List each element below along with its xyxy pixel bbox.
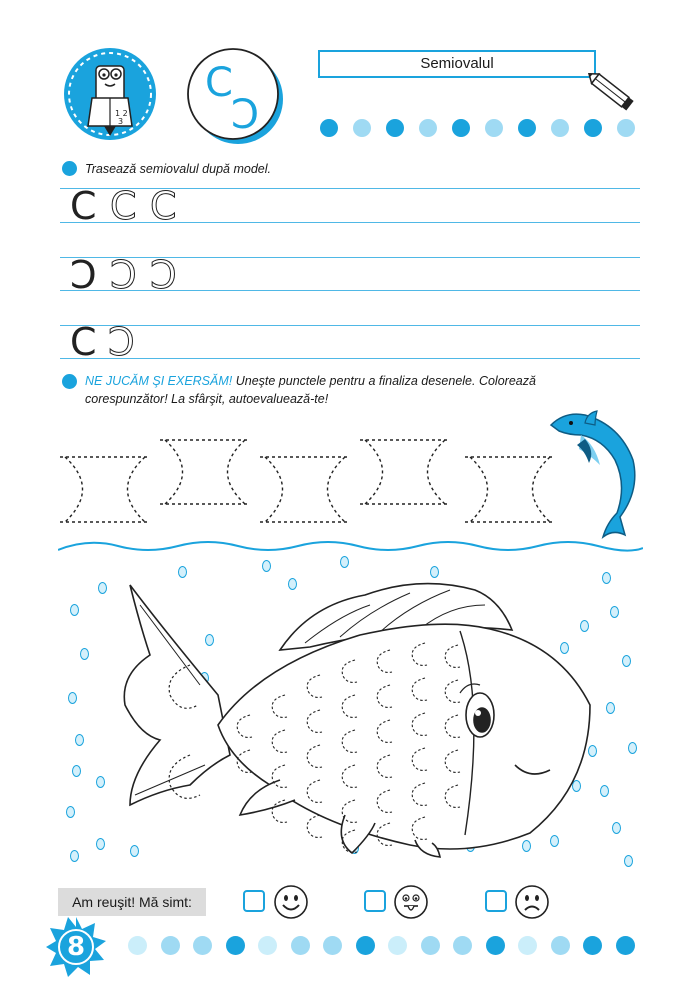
- guide-line: [60, 222, 640, 223]
- exercise-2-heading: NE JUCĂM ŞI EXERSĂM!: [85, 374, 233, 388]
- tracing-glyph: Ɔ: [70, 253, 97, 297]
- header-dot: [419, 119, 437, 137]
- self-evaluation-label: Am reuşit! Mă simt:: [58, 888, 206, 916]
- bubble: [66, 806, 75, 818]
- guide-line: [60, 257, 640, 258]
- tracing-glyph: C: [70, 320, 97, 364]
- guide-line: [60, 188, 640, 189]
- tracing-glyph: Ɔ: [110, 253, 137, 297]
- header-dot: [584, 119, 602, 137]
- header-dot: [386, 119, 404, 137]
- header-dot: [518, 119, 536, 137]
- fish-illustration: [120, 565, 640, 865]
- bubble: [75, 734, 84, 746]
- guide-line: [60, 290, 640, 291]
- header-dot: [485, 119, 503, 137]
- header-dot: [353, 119, 371, 137]
- header-dot: [320, 119, 338, 137]
- footer-dot: [128, 936, 147, 955]
- footer-dot: [388, 936, 407, 955]
- tracing-glyph: C: [110, 184, 137, 228]
- guide-line: [60, 358, 640, 359]
- header-dot: [551, 119, 569, 137]
- exercise-1-instruction: Trasează semiovalul după model.: [85, 162, 271, 176]
- letter-glyph-reversed-c: Ɔ: [231, 92, 260, 138]
- footer-dot: [551, 936, 570, 955]
- bullet-icon: [62, 161, 77, 176]
- tracing-glyph: Ɔ: [150, 253, 177, 297]
- footer-dot: [291, 936, 310, 955]
- bubble: [68, 692, 77, 704]
- tracing-glyph: C: [70, 184, 97, 228]
- svg-text:3: 3: [118, 117, 124, 126]
- footer-dot: [616, 936, 635, 955]
- tracing-glyph: C: [150, 184, 177, 228]
- bullet-icon: [62, 374, 77, 389]
- pencil-icon: [582, 68, 642, 118]
- footer-dot: [193, 936, 212, 955]
- reading-pencil-icon: [62, 46, 158, 142]
- footer-dot: [453, 936, 472, 955]
- footer-dot: [486, 936, 505, 955]
- bubble: [80, 648, 89, 660]
- happy-face-icon: [273, 884, 309, 920]
- footer-dot: [323, 936, 342, 955]
- bubble: [98, 582, 107, 594]
- letter-glyph-c: C: [205, 60, 233, 106]
- header-dot: [617, 119, 635, 137]
- sad-checkbox[interactable]: [485, 890, 507, 912]
- fish-scale: [307, 815, 322, 837]
- svg-text:1 2: 1 2: [115, 109, 128, 118]
- footer-dot: [518, 936, 537, 955]
- header-dot: [452, 119, 470, 137]
- footer-dot: [161, 936, 180, 955]
- footer-dot: [421, 936, 440, 955]
- footer-dot: [258, 936, 277, 955]
- sad-face-icon: [514, 884, 550, 920]
- bubble: [96, 776, 105, 788]
- tongue-face-icon: [393, 884, 429, 920]
- footer-dot: [226, 936, 245, 955]
- page-number: 8: [66, 932, 86, 962]
- dotted-semioval-chain: [55, 432, 560, 532]
- tracing-glyph: Ɔ: [108, 320, 135, 364]
- exercise-2-instruction: NE JUCĂM ŞI EXERSĂM! Uneşte punctele pentru a finaliza desenele. Colorează corespunzător! La sfârşit, autoevaluează-te!: [85, 374, 536, 406]
- bubble: [70, 604, 79, 616]
- footer-dot: [356, 936, 375, 955]
- happy-checkbox[interactable]: [243, 890, 265, 912]
- bubble: [72, 765, 81, 777]
- neutral-checkbox[interactable]: [364, 890, 386, 912]
- guide-line: [60, 325, 640, 326]
- dolphin-icon: [545, 405, 645, 545]
- mascot-badge: [62, 46, 158, 142]
- bubble: [96, 838, 105, 850]
- page-title: Semiovalul: [318, 50, 596, 78]
- footer-dot: [583, 936, 602, 955]
- bubble: [70, 850, 79, 862]
- letter-circle: [185, 46, 285, 146]
- water-wave: [58, 532, 643, 562]
